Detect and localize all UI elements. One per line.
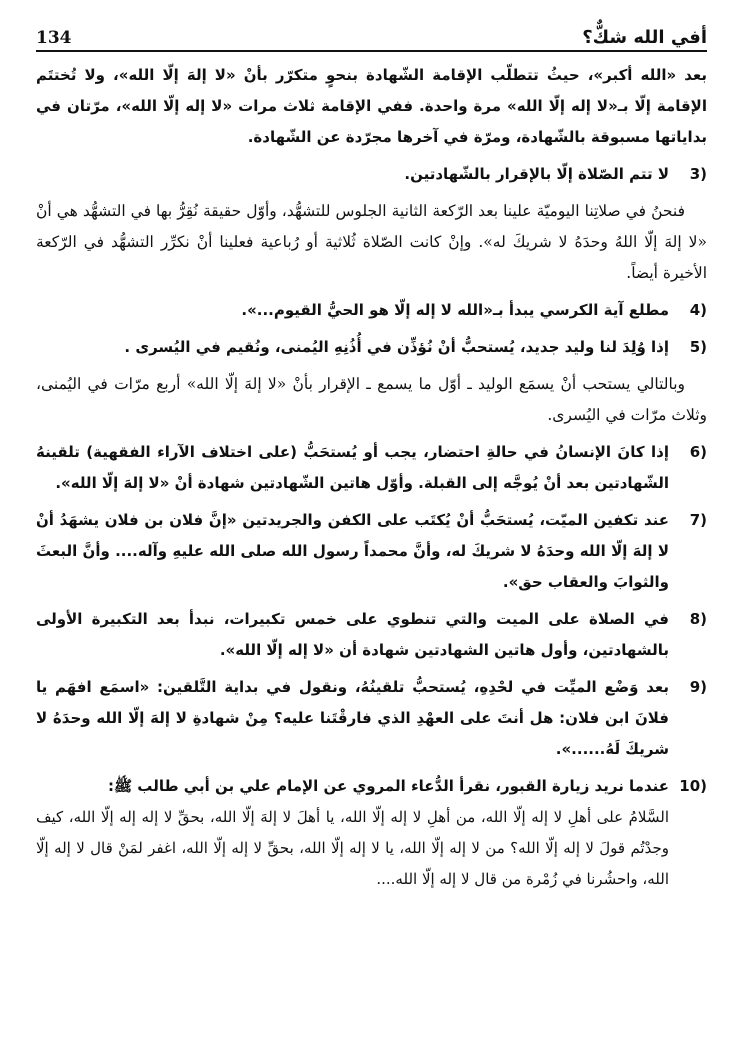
item-number: 6) bbox=[689, 443, 707, 461]
item-number: 9) bbox=[689, 678, 707, 696]
item-number: 10) bbox=[679, 777, 707, 795]
page-header bbox=[36, 22, 707, 52]
list-item-9 bbox=[36, 672, 707, 765]
item-text bbox=[36, 771, 669, 895]
item-number: 8) bbox=[689, 610, 707, 628]
item-text: في الصلاة على الميت والتي تنطوي على خمس تكبيرات، نبدأ بعد التكبيرة الأولى بالشهادتين، وأول هاتين الشهادتين شهادة أن «لا إله إلّا الله». bbox=[36, 610, 669, 659]
item-10-intro: عندما نريد زيارة القبور، نقرأ الدُّعاء المروي عن الإمام علي بن أبي طالب ﷺ: bbox=[107, 777, 669, 795]
item-text: عند تكفين الميّت، يُستحَبُّ أنْ يُكتَب على الكفن والجريدتين «إنَّ فلان بن فلان يشهَدُ أنْ لا إلهَ إلّا الله وحدَهُ لا شريكَ له، وأنَّ محمداً رسول الله صلى الله عليهِ وآله.... وأنَّ البعثَ والثوابَ والعقاب حق». bbox=[36, 511, 669, 591]
running-title: أفي الله شكٌّ؟ bbox=[582, 27, 707, 48]
list-item-4 bbox=[36, 295, 707, 326]
item-number: 3) bbox=[689, 165, 707, 183]
list-item-8 bbox=[36, 604, 707, 666]
page-number: 134 bbox=[36, 28, 72, 48]
list-item-5 bbox=[36, 332, 707, 363]
list-item-7 bbox=[36, 505, 707, 598]
list-item-3 bbox=[36, 159, 707, 190]
document-page bbox=[36, 22, 707, 901]
item-number: 4) bbox=[689, 301, 707, 319]
item-number: 7) bbox=[689, 511, 707, 529]
item-text: إذا وُلِدَ لنا وليد جديد، يُستحبُّ أنْ نُؤذِّن في أُذُنِهِ اليُمنى، ونُقيم في اليُسرى . bbox=[124, 338, 669, 356]
item-10-supplication: السَّلامُ على أهلِ لا إله إلّا الله، من أهلِ لا إله إلّا الله، يا أهلَ لا إلهَ إلّا الله، بحقِّ لا إله إله إلّا الله، كيف وجدْتُم قولَ لا إله إلّا الله؟ من لا إله إلّا الله، يا لا إله إلّا الله، بحقِّ لا إله إلّا الله، اغفر لمَنْ قال لا إله إلّا الله، واحشُرنا في زُمْرة من قال لا إله إلّا الله.... bbox=[36, 808, 669, 888]
item-5-explanation: وبالتالي يستحب أنْ يسمَع الوليد ـ أوّل ما يسمع ـ الإقرار بأنْ «لا إلهَ إلّا الله» أربع مرّات في اليُمنى، وثلاث مرّات في اليُسرى. bbox=[36, 375, 707, 424]
intro-paragraph: بعد «الله أكبر»، حيثُ تتطلّب الإقامة الشّهادة بنحوٍ متكرّر بأنْ «لا إلهَ إلّا الله»، ولا تُختتَم الإقامة إلّا بـ«لا إله إلّا الله» مرة واحدة. ففي الإقامة ثلاث مرات «لا إله إلّا الله»، مرّتان في بداياتها مسبوقة بالشّهادة، ومرّة في آخرها مجرّدة عن الشّهادة. bbox=[36, 66, 707, 146]
item-3-explanation: فنحنُ في صلاتِنا اليوميّة علينا بعد الرّكعة الثانية الجلوس للتشهُّد، وأوّل حقيقة نُقِرُّ بها في التشهُّد هي أنْ «لا إلهَ إلّا اللهُ وحدَهُ لا شريكَ له». وإنْ كانت الصّلاة ثُلاثية أو رُباعية فعلينا أنْ نكرِّر التشهُّد في الرّكعة الأخيرة أيضاً. bbox=[36, 202, 707, 282]
list-item-10 bbox=[36, 771, 707, 895]
item-text: بعد وَضْع الميِّت في لحْدِهِ، يُستحبُّ تلقينُهُ، ونقول في بداية التَّلقين: «اسمَع افهَم يا فلانَ ابن فلان: هل أنتَ على العهْدِ الذي فارقْتَنا عليه؟ مِنْ شهادةِ لا إلهَ إلّا الله وحدَهُ لا شريكَ لَهُ......». bbox=[36, 678, 669, 758]
item-text: إذا كانَ الإنسانُ في حالةِ احتضار، يجب أو يُستحَبُّ (على اختلاف الآراء الفقهية) تلقينهُ الشّهادتين بعد أنْ يُوجَّه إلى القبلة. وأوّل هاتين الشّهادتين شهادة أنْ «لا إلهَ إلّا الله». bbox=[36, 443, 669, 492]
item-number: 5) bbox=[689, 338, 707, 356]
item-text: لا تتم الصّلاة إلّا بالإقرار بالشّهادتين. bbox=[404, 165, 669, 183]
item-text: مطلع آية الكرسي يبدأ بـ«الله لا إله إلّا هو الحيُّ القيوم...». bbox=[241, 301, 669, 319]
list-item-6 bbox=[36, 437, 707, 499]
